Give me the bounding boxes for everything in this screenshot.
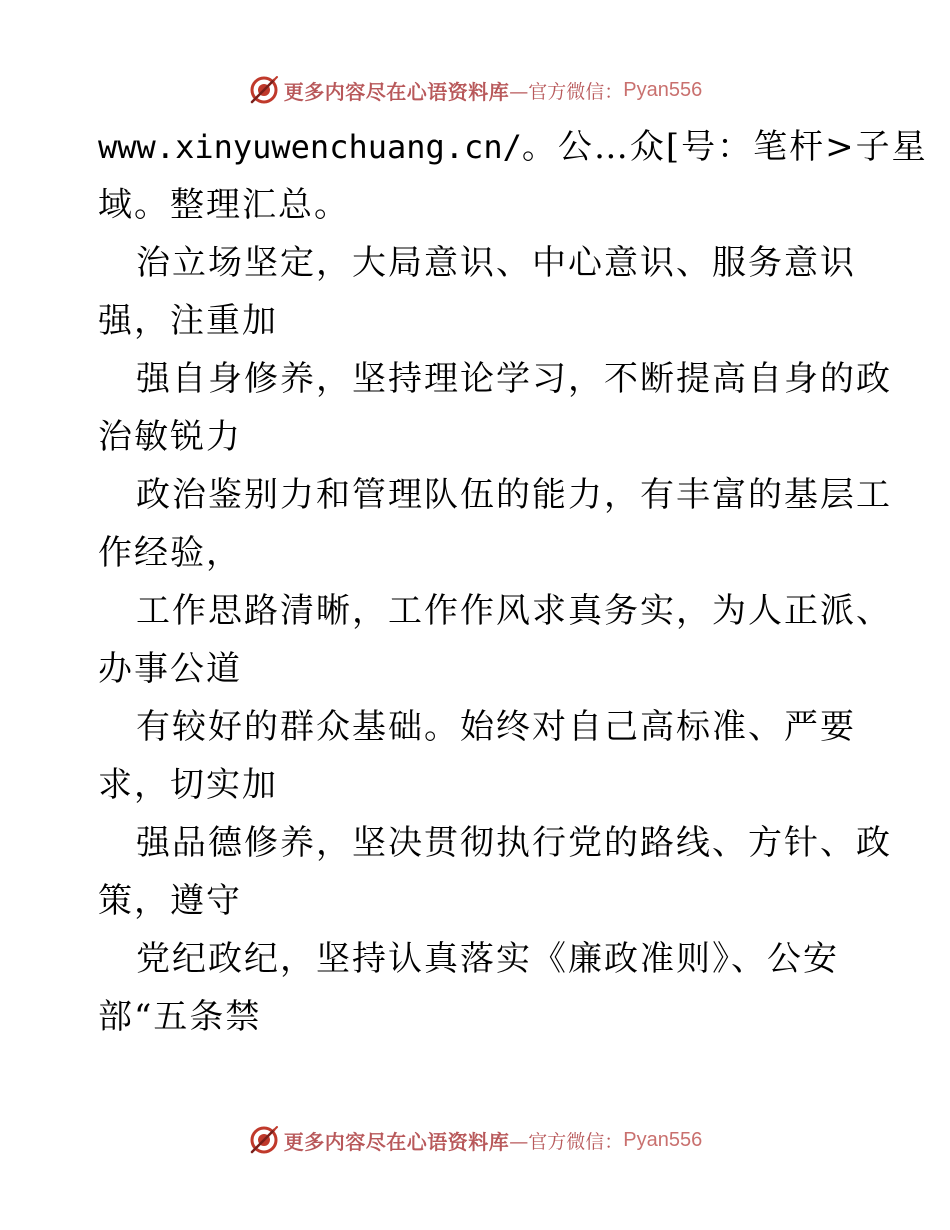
brand-logo-icon [248,74,280,106]
document-line: 策，遵守 [98,881,242,921]
document-url: www.xinyuwenchuang.cn/ [98,128,522,166]
header-banner [0,72,950,108]
banner-wechat-id: Pyan556 [623,78,703,101]
document-line-text: 。公…众[号：笔杆>子星 [521,127,928,167]
document-line: 求，切实加 [98,765,278,805]
banner-wechat-id: Pyan556 [623,1128,703,1151]
document-line: 有较好的群众基础。始终对自己高标准、严要 [136,707,856,747]
document-line [98,118,928,176]
banner-official-label: —官方微信： [509,80,624,103]
document-line: 作经验， [98,533,242,573]
document-line: 强自身修养，坚持理论学习，不断提高自身的政 [136,359,892,399]
document-line: 强，注重加 [98,301,278,341]
document-line: 强品德修养，坚决贯彻执行党的路线、方针、政 [136,823,892,863]
footer-banner [0,1122,950,1158]
document-line: 党纪政纪，坚持认真落实《廉政准则》、公安 [136,939,839,979]
document-line: 办事公道 [98,649,242,689]
banner-brand-text: 更多内容尽在心语资料库 [283,1129,510,1154]
document-body [98,118,928,1046]
document-line: 域。整理汇总。 [98,185,350,225]
document-line: 政治鉴别力和管理队伍的能力，有丰富的基层工 [136,475,892,515]
brand-logo-icon [248,1124,280,1156]
banner-official-label: —官方微信： [509,1130,624,1153]
banner-brand-text: 更多内容尽在心语资料库 [283,79,510,104]
document-line: 治敏锐力 [98,417,242,457]
document-line: 治立场坚定，大局意识、中心意识、服务意识 [136,243,856,283]
document-line: 部“五条禁 [98,997,262,1037]
document-line: 工作思路清晰，工作作风求真务实，为人正派、 [136,591,892,631]
